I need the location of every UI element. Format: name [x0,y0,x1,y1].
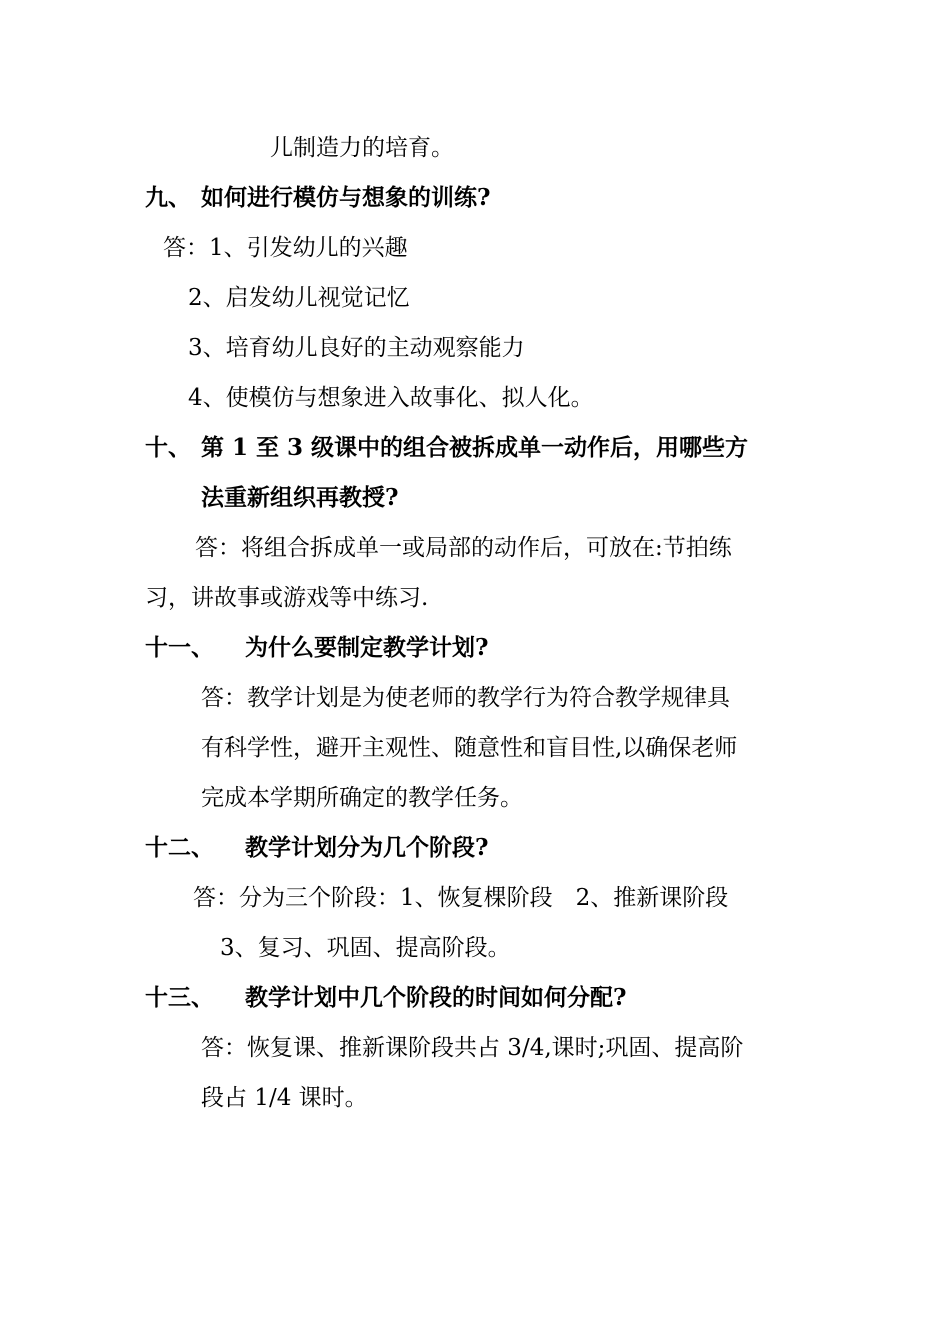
answer-line: 习，讲故事或游戏等中练习. [145,585,429,611]
answer-line: 4、使模仿与想象进入故事化、拟人化。 [188,385,594,411]
question-text: 教学计划中几个阶段的时间如何分配? [245,984,627,1011]
question-text: 为什么要制定教学计划? [245,634,489,661]
question-text-continued: 法重新组织再教授? [201,484,399,511]
question-heading [145,433,748,463]
answer-line: 完成本学期所确定的教学任务。 [201,785,523,811]
question-heading [145,983,626,1013]
question-text: 第 1 至 3 级课中的组合被拆成单一动作后，用哪些方 [201,434,749,461]
answer-line: 3、复习、巩固、提高阶段。 [220,935,511,961]
answer-line: 3、培育幼儿良好的主动观察能力 [188,335,525,361]
question-number: 十一、 [145,634,214,661]
answer-line: 答：将组合拆成单一或局部的动作后，可放在:节拍练 [195,535,732,561]
question-number: 十三、 [145,984,214,1011]
question-number: 十、 [145,434,191,461]
answer-line: 段占 1/4 课时。 [201,1085,368,1111]
question-heading [145,183,490,213]
answer-line: 有科学性，避开主观性、随意性和盲目性,以确保老师 [201,735,738,761]
question-number: 九、 [145,184,191,211]
answer-line: 答：分为三个阶段：1、恢复棵阶段 2、推新课阶段 [193,885,729,911]
question-heading [145,633,488,663]
question-text: 如何进行模仿与想象的训练? [201,184,491,211]
question-text: 教学计划分为几个阶段? [245,834,489,861]
answer-line: 答：1、引发幼儿的兴趣 [163,235,408,261]
answer-line: 2、启发幼儿视觉记忆 [188,285,410,311]
question-heading [145,833,488,863]
question-number: 十二、 [145,834,214,861]
text-line: 儿制造力的培育。 [270,135,454,161]
answer-line: 答：恢复课、推新课阶段共占 3/4,课时;巩固、提高阶 [201,1035,744,1061]
answer-line: 答：教学计划是为使老师的教学行为符合教学规律具 [201,685,730,711]
